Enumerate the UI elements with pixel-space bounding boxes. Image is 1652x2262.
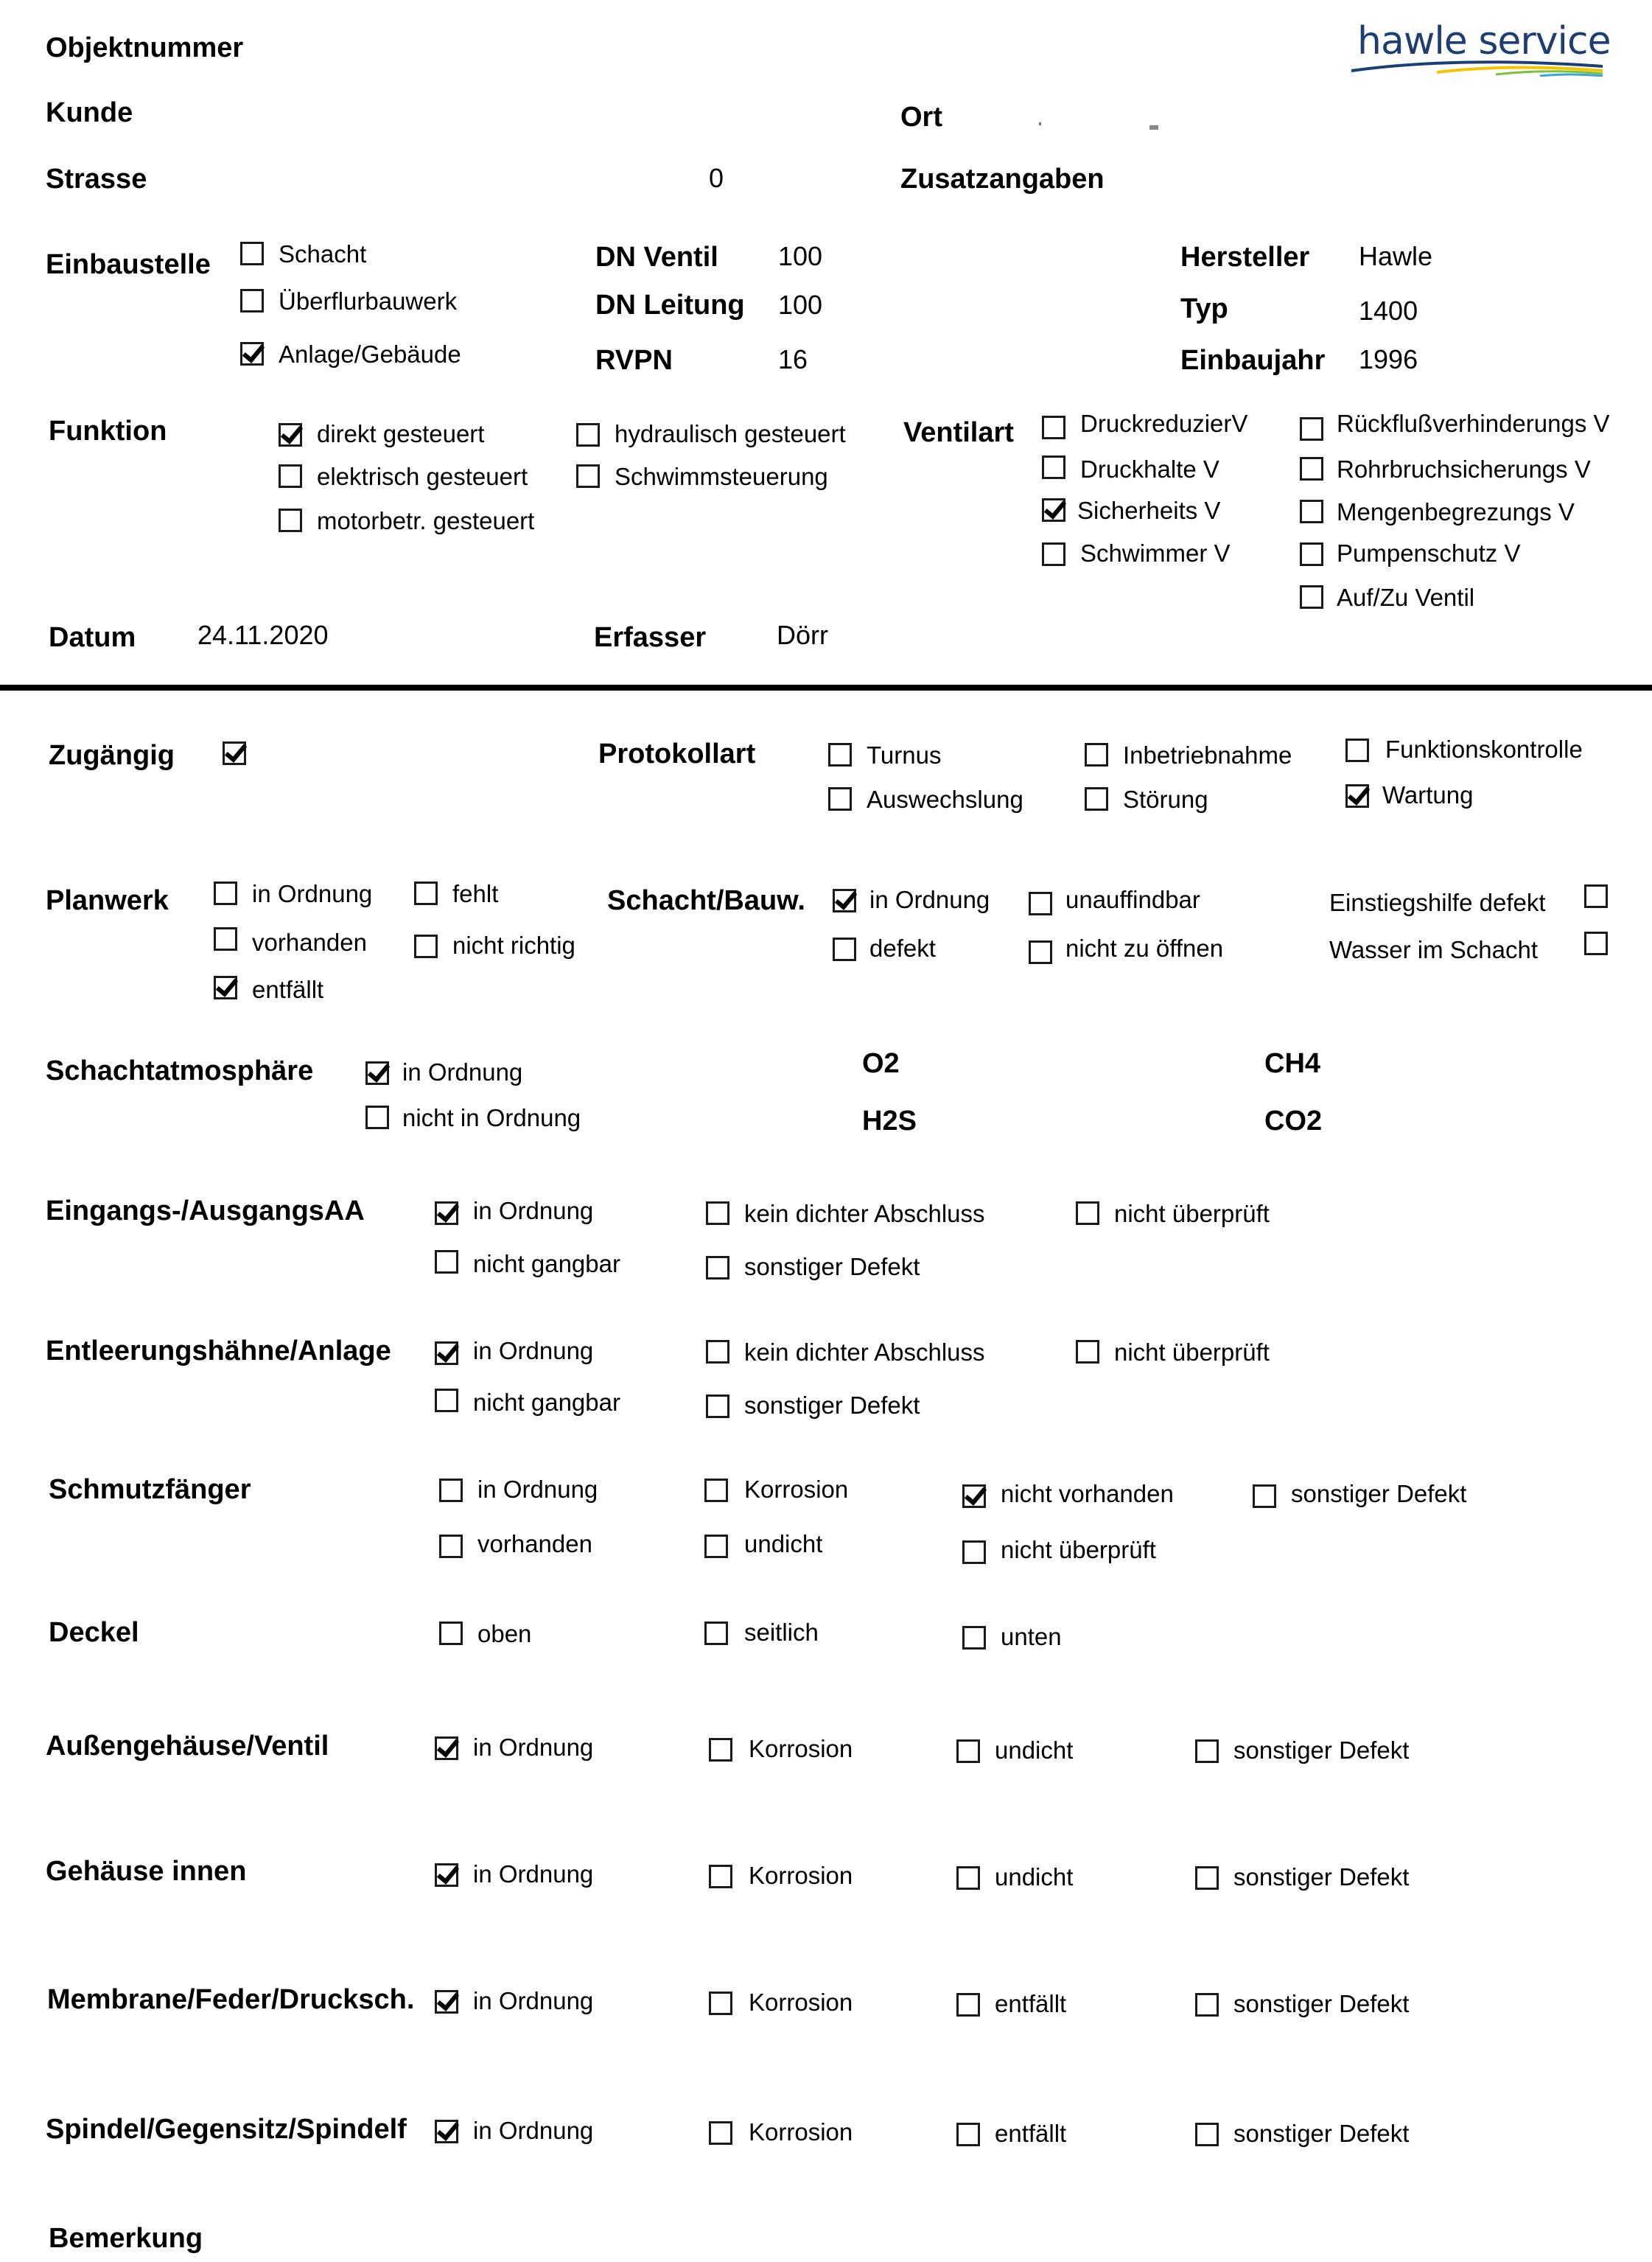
eingang-nicht-gangbar-label: nicht gangbar — [473, 1250, 620, 1277]
spindel-korrosion-checkbox[interactable] — [709, 2121, 732, 2145]
schmutzfaenger-vorhanden-checkbox[interactable] — [439, 1535, 463, 1558]
schmutzfaenger-nicht-vorhanden-checkbox[interactable] — [962, 1484, 986, 1508]
deckel-seitlich-label: seitlich — [744, 1619, 819, 1646]
schacht-bauw-label: Schacht/Bauw. — [607, 885, 805, 916]
gehaeuse-innen-sonstiger-defekt-checkbox[interactable] — [1195, 1866, 1219, 1890]
planwerk-fehlt-label: fehlt — [452, 880, 499, 907]
bemerkung-label: Bemerkung — [49, 2223, 203, 2254]
schacht-in-ordnung-checkbox[interactable] — [833, 889, 856, 912]
ventilart-rueckfluss-label: Rückflußverhinderungs V — [1337, 410, 1610, 437]
spindel-label: Spindel/Gegensitz/Spindelf — [46, 2114, 407, 2145]
aussengehaeuse-sonstiger-defekt-label: sonstiger Defekt — [1233, 1736, 1410, 1764]
hersteller-value: Hawle — [1359, 241, 1433, 271]
ventilart-pumpenschutz-label: Pumpenschutz V — [1337, 540, 1521, 567]
logo-swoosh-icon — [1348, 55, 1606, 77]
eingang-in-ordnung-label: in Ordnung — [473, 1197, 594, 1224]
membrane-korrosion-label: Korrosion — [749, 1989, 853, 2016]
ventilart-mengen-label: Mengenbegrezungs V — [1337, 498, 1575, 526]
protokollart-stoerung-label: Störung — [1123, 786, 1208, 813]
membrane-in-ordnung-checkbox[interactable] — [435, 1990, 458, 2014]
schmutzfaenger-korrosion-label: Korrosion — [744, 1476, 849, 1503]
ort-value-obscured — [1017, 112, 1194, 136]
ventilart-sicherheits-checkbox[interactable] — [1042, 498, 1065, 522]
atmosphaere-nicht-in-ordnung-label: nicht in Ordnung — [402, 1104, 581, 1131]
eingang-in-ordnung-checkbox[interactable] — [435, 1201, 458, 1225]
eingang-nicht-ueberprueft-checkbox[interactable] — [1076, 1201, 1099, 1225]
schmutzfaenger-sonstiger-defekt-checkbox[interactable] — [1253, 1484, 1276, 1508]
schacht-unauffindbar-checkbox[interactable] — [1029, 892, 1052, 915]
protokollart-wartung-checkbox[interactable] — [1345, 784, 1369, 808]
gehaeuse-innen-undicht-label: undicht — [995, 1863, 1074, 1891]
aussengehaeuse-korrosion-checkbox[interactable] — [709, 1738, 732, 1762]
gas-ch4-label: CH4 — [1264, 1048, 1321, 1079]
spindel-entfaellt-label: entfällt — [995, 2120, 1067, 2147]
eingang-sonstiger-defekt-checkbox[interactable] — [706, 1256, 729, 1280]
deckel-label: Deckel — [49, 1617, 139, 1648]
ventilart-druckreduzier-label: DruckreduzierV — [1080, 410, 1248, 437]
aussengehaeuse-undicht-label: undicht — [995, 1736, 1074, 1764]
dn-leitung-label: DN Leitung — [595, 290, 745, 321]
dn-leitung-value: 100 — [778, 290, 823, 320]
entleerung-in-ordnung-label: in Ordnung — [473, 1337, 594, 1364]
ventilart-label: Ventilart — [903, 417, 1014, 448]
entleerung-nicht-gangbar-label: nicht gangbar — [473, 1389, 620, 1416]
membrane-sonstiger-defekt-checkbox[interactable] — [1195, 1993, 1219, 2017]
einstiegshilfe-checkbox[interactable] — [1584, 884, 1608, 908]
schacht-in-ordnung-label: in Ordnung — [869, 886, 990, 913]
entleerung-nicht-ueberprueft-label: nicht überprüft — [1114, 1338, 1270, 1366]
typ-value: 1400 — [1359, 296, 1418, 326]
gas-o2-label: O2 — [862, 1048, 900, 1079]
funktion-direkt-checkbox[interactable] — [279, 423, 302, 447]
planwerk-in-ordnung-checkbox[interactable] — [214, 882, 237, 905]
deckel-seitlich-checkbox[interactable] — [704, 1622, 728, 1645]
protokollart-label: Protokollart — [598, 739, 756, 769]
protokollart-funktionskontrolle-checkbox[interactable] — [1345, 739, 1369, 762]
planwerk-label: Planwerk — [46, 885, 169, 916]
funktion-hydraulisch-checkbox[interactable] — [576, 423, 600, 447]
einbaustelle-ueberflurbauwerk-label: Überflurbauwerk — [279, 287, 458, 315]
ventilart-druckreduzier-checkbox[interactable] — [1042, 416, 1065, 439]
ventilart-rueckfluss-checkbox[interactable] — [1300, 417, 1323, 441]
funktion-motor-checkbox[interactable] — [279, 509, 302, 532]
funktion-direkt-label: direkt gesteuert — [317, 420, 485, 447]
zusatzangaben-label: Zusatzangaben — [900, 164, 1105, 195]
protokollart-wartung-label: Wartung — [1382, 781, 1474, 809]
schmutzfaenger-in-ordnung-label: in Ordnung — [477, 1476, 598, 1503]
eingang-nicht-gangbar-checkbox[interactable] — [435, 1250, 458, 1274]
spindel-in-ordnung-label: in Ordnung — [473, 2117, 594, 2144]
funktion-schwimm-label: Schwimmsteuerung — [615, 463, 828, 490]
planwerk-nicht-richtig-checkbox[interactable] — [414, 935, 438, 958]
section-divider — [0, 685, 1652, 691]
planwerk-vorhanden-checkbox[interactable] — [214, 927, 237, 951]
spindel-sonstiger-defekt-label: sonstiger Defekt — [1233, 2120, 1410, 2147]
gas-co2-label: CO2 — [1264, 1106, 1323, 1137]
einbaustelle-schacht-checkbox[interactable] — [240, 242, 264, 265]
spindel-entfaellt-checkbox[interactable] — [956, 2123, 980, 2146]
membrane-sonstiger-defekt-label: sonstiger Defekt — [1233, 1990, 1410, 2017]
eingang-nicht-ueberprueft-label: nicht überprüft — [1114, 1200, 1270, 1227]
logo-text: hawle service — [1357, 19, 1611, 63]
spindel-korrosion-label: Korrosion — [749, 2118, 853, 2146]
ventilart-pumpenschutz-checkbox[interactable] — [1300, 542, 1323, 566]
schmutzfaenger-nicht-vorhanden-label: nicht vorhanden — [1001, 1480, 1174, 1507]
deckel-oben-checkbox[interactable] — [439, 1622, 463, 1645]
datum-value: 24.11.2020 — [197, 620, 329, 650]
einbaustelle-anlage-label: Anlage/Gebäude — [279, 341, 461, 368]
eingang-kein-dichter-abschluss-checkbox[interactable] — [706, 1201, 729, 1225]
schmutzfaenger-nicht-ueberprueft-label: nicht überprüft — [1001, 1536, 1156, 1563]
typ-label: Typ — [1180, 293, 1228, 324]
ort-label: Ort — [900, 102, 942, 133]
rvpn-label: RVPN — [595, 345, 673, 376]
erfasser-value: Dörr — [777, 620, 828, 650]
einbaustelle-schacht-label: Schacht — [279, 240, 367, 268]
protokollart-stoerung-checkbox[interactable] — [1085, 787, 1108, 811]
entleerung-kein-dichter-abschluss-label: kein dichter Abschluss — [744, 1338, 985, 1366]
entleerung-sonstiger-defekt-label: sonstiger Defekt — [744, 1392, 920, 1419]
entleerung-nicht-gangbar-checkbox[interactable] — [435, 1389, 458, 1412]
deckel-unten-checkbox[interactable] — [962, 1626, 986, 1650]
planwerk-nicht-richtig-label: nicht richtig — [452, 932, 575, 959]
membrane-in-ordnung-label: in Ordnung — [473, 1987, 594, 2014]
zugaengig-label: Zugängig — [49, 740, 175, 771]
entleerung-kein-dichter-abschluss-checkbox[interactable] — [706, 1340, 729, 1364]
einbaustelle-ueberflurbauwerk-checkbox[interactable] — [240, 289, 264, 313]
ventilart-rohrbruch-label: Rohrbruchsicherungs V — [1337, 455, 1591, 483]
planwerk-entfaellt-label: entfällt — [252, 976, 324, 1003]
wasser-im-schacht-label: Wasser im Schacht — [1329, 936, 1539, 963]
funktion-elektrisch-label: elektrisch gesteuert — [317, 463, 528, 490]
ventilart-mengen-checkbox[interactable] — [1300, 500, 1323, 523]
einstiegshilfe-label: Einstiegshilfe defekt — [1329, 889, 1546, 916]
schmutzfaenger-in-ordnung-checkbox[interactable] — [439, 1479, 463, 1502]
gehaeuse-innen-undicht-checkbox[interactable] — [956, 1866, 980, 1890]
funktion-schwimm-checkbox[interactable] — [576, 464, 600, 488]
protokollart-turnus-checkbox[interactable] — [828, 743, 852, 767]
aussengehaeuse-in-ordnung-checkbox[interactable] — [435, 1736, 458, 1760]
schacht-nicht-zu-oeffnen-label: nicht zu öffnen — [1065, 935, 1224, 962]
deckel-unten-label: unten — [1001, 1623, 1062, 1650]
aussengehaeuse-korrosion-label: Korrosion — [749, 1735, 853, 1762]
einbaujahr-value: 1996 — [1359, 344, 1418, 374]
gehaeuse-innen-sonstiger-defekt-label: sonstiger Defekt — [1233, 1863, 1410, 1891]
erfasser-label: Erfasser — [594, 622, 707, 653]
gehaeuse-innen-korrosion-checkbox[interactable] — [709, 1865, 732, 1888]
protokollart-auswechslung-label: Auswechslung — [867, 786, 1023, 813]
entleerung-sonstiger-defekt-checkbox[interactable] — [706, 1394, 729, 1418]
ventilart-druckhalte-label: Druckhalte V — [1080, 455, 1219, 483]
rvpn-value: 16 — [778, 344, 808, 374]
deckel-oben-label: oben — [477, 1620, 532, 1647]
planwerk-fehlt-checkbox[interactable] — [414, 882, 438, 905]
dn-ventil-value: 100 — [778, 241, 823, 271]
atmosphaere-nicht-in-ordnung-checkbox[interactable] — [365, 1106, 389, 1129]
planwerk-in-ordnung-label: in Ordnung — [252, 880, 373, 907]
einbaujahr-label: Einbaujahr — [1180, 345, 1326, 376]
einbaustelle-label: Einbaustelle — [46, 249, 211, 280]
aussengehaeuse-sonstiger-defekt-checkbox[interactable] — [1195, 1739, 1219, 1763]
spindel-in-ordnung-checkbox[interactable] — [435, 2120, 458, 2143]
aussengehaeuse-label: Außengehäuse/Ventil — [46, 1731, 329, 1762]
schmutzfaenger-label: Schmutzfänger — [49, 1474, 251, 1505]
eingang-sonstiger-defekt-label: sonstiger Defekt — [744, 1253, 920, 1280]
gehaeuse-innen-in-ordnung-checkbox[interactable] — [435, 1863, 458, 1887]
protokollart-auswechslung-checkbox[interactable] — [828, 787, 852, 811]
ventilart-aufzu-checkbox[interactable] — [1300, 585, 1323, 609]
schmutzfaenger-nicht-ueberprueft-checkbox[interactable] — [962, 1540, 986, 1564]
schmutzfaenger-undicht-label: undicht — [744, 1530, 823, 1557]
membrane-entfaellt-label: entfällt — [995, 1990, 1067, 2017]
entleerung-in-ordnung-checkbox[interactable] — [435, 1341, 458, 1365]
schacht-defekt-checkbox[interactable] — [833, 938, 856, 961]
atmosphaere-in-ordnung-label: in Ordnung — [402, 1058, 523, 1086]
aussengehaeuse-undicht-checkbox[interactable] — [956, 1739, 980, 1763]
protokollart-inbetriebnahme-checkbox[interactable] — [1085, 743, 1108, 767]
wasser-im-schacht-checkbox[interactable] — [1584, 932, 1608, 955]
schacht-unauffindbar-label: unauffindbar — [1065, 886, 1200, 913]
eingang-label: Eingangs-/AusgangsAA — [46, 1195, 365, 1226]
dn-ventil-label: DN Ventil — [595, 242, 718, 273]
aussengehaeuse-in-ordnung-label: in Ordnung — [473, 1734, 594, 1761]
funktion-hydraulisch-label: hydraulisch gesteuert — [615, 420, 846, 447]
hawle-service-logo — [1348, 13, 1611, 72]
objektnummer-label: Objektnummer — [46, 32, 244, 63]
schmutzfaenger-vorhanden-label: vorhanden — [477, 1530, 592, 1557]
ventilart-sicherheits-label: Sicherheits V — [1077, 497, 1221, 524]
zugaengig-checkbox[interactable] — [223, 741, 246, 765]
einbaustelle-anlage-checkbox[interactable] — [240, 342, 264, 366]
gehaeuse-innen-label: Gehäuse innen — [46, 1856, 247, 1887]
membrane-label: Membrane/Feder/Drucksch. — [47, 1984, 415, 2015]
schachtatmosphaere-label: Schachtatmosphäre — [46, 1055, 314, 1086]
ventilart-aufzu-label: Auf/Zu Ventil — [1337, 584, 1475, 611]
gas-h2s-label: H2S — [862, 1106, 917, 1137]
strasse-value: 0 — [709, 163, 724, 193]
planwerk-entfaellt-checkbox[interactable] — [214, 976, 237, 999]
ventilart-schwimmer-label: Schwimmer V — [1080, 540, 1231, 567]
entleerung-label: Entleerungshähne/Anlage — [46, 1336, 391, 1366]
planwerk-vorhanden-label: vorhanden — [252, 929, 367, 956]
atmosphaere-in-ordnung-checkbox[interactable] — [365, 1061, 389, 1085]
hersteller-label: Hersteller — [1180, 242, 1310, 273]
funktion-elektrisch-checkbox[interactable] — [279, 464, 302, 488]
schmutzfaenger-undicht-checkbox[interactable] — [704, 1535, 728, 1558]
ventilart-rohrbruch-checkbox[interactable] — [1300, 457, 1323, 481]
schmutzfaenger-korrosion-checkbox[interactable] — [704, 1479, 728, 1502]
protokollart-funktionskontrolle-label: Funktionskontrolle — [1385, 736, 1583, 763]
schacht-nicht-zu-oeffnen-checkbox[interactable] — [1029, 940, 1052, 964]
funktion-motor-label: motorbetr. gesteuert — [317, 507, 535, 534]
gehaeuse-innen-in-ordnung-label: in Ordnung — [473, 1860, 594, 1888]
gehaeuse-innen-korrosion-label: Korrosion — [749, 1862, 853, 1889]
protokollart-turnus-label: Turnus — [867, 741, 942, 769]
membrane-korrosion-checkbox[interactable] — [709, 1992, 732, 2015]
funktion-label: Funktion — [49, 416, 167, 447]
ventilart-schwimmer-checkbox[interactable] — [1042, 542, 1065, 566]
datum-label: Datum — [49, 622, 136, 653]
eingang-kein-dichter-abschluss-label: kein dichter Abschluss — [744, 1200, 985, 1227]
kunde-label: Kunde — [46, 97, 133, 128]
spindel-sonstiger-defekt-checkbox[interactable] — [1195, 2123, 1219, 2146]
schmutzfaenger-sonstiger-defekt-label: sonstiger Defekt — [1291, 1480, 1467, 1507]
protokollart-inbetriebnahme-label: Inbetriebnahme — [1123, 741, 1292, 769]
strasse-label: Strasse — [46, 164, 147, 195]
entleerung-nicht-ueberprueft-checkbox[interactable] — [1076, 1340, 1099, 1364]
schacht-defekt-label: defekt — [869, 935, 936, 962]
membrane-entfaellt-checkbox[interactable] — [956, 1993, 980, 2017]
ventilart-druckhalte-checkbox[interactable] — [1042, 455, 1065, 479]
